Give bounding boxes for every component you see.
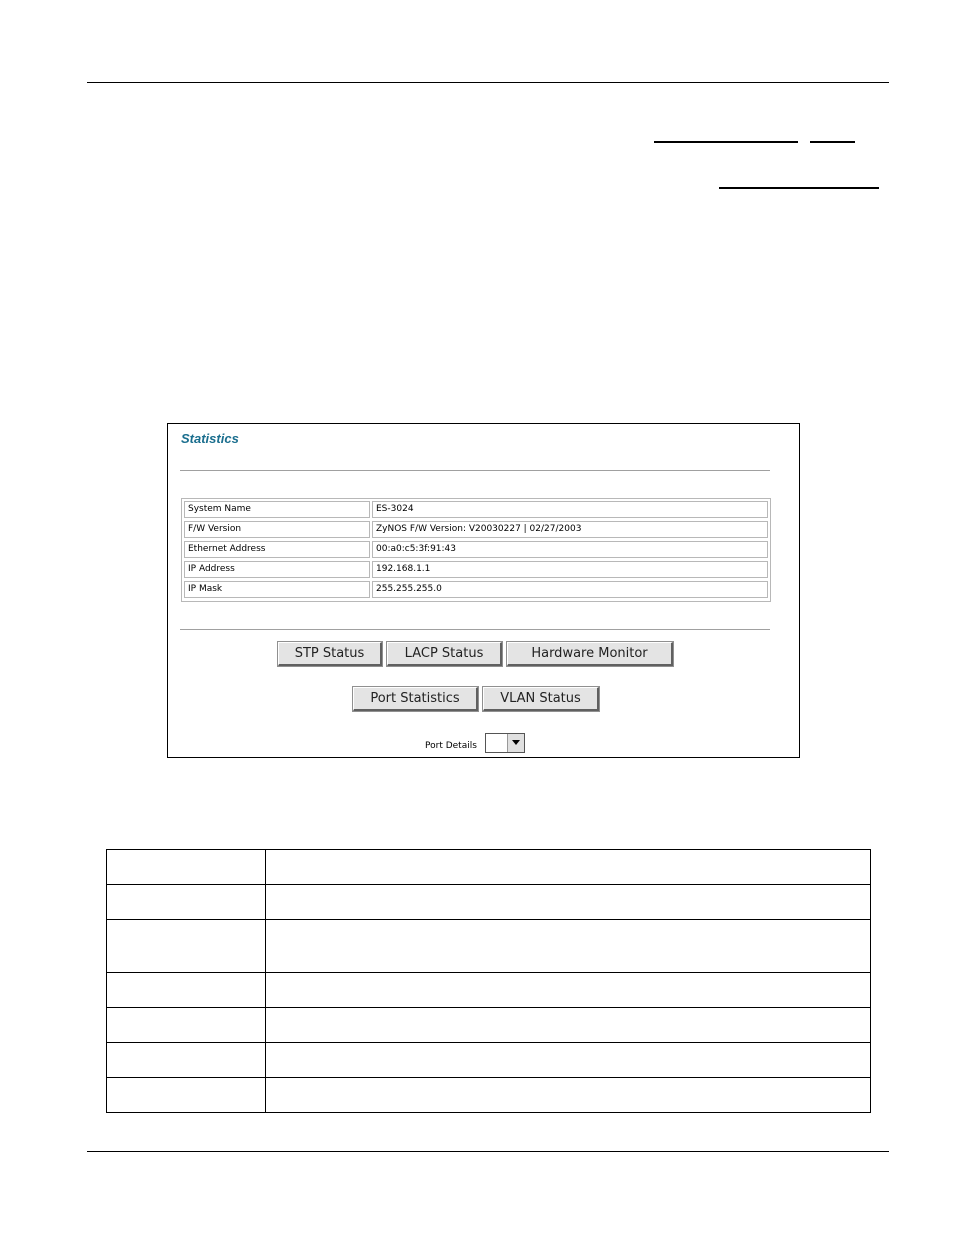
- info-label: IP Address: [184, 561, 370, 578]
- info-label: Ethernet Address: [184, 541, 370, 558]
- system-info-table: [181, 498, 771, 602]
- info-value: 192.168.1.1: [372, 561, 768, 578]
- port-statistics-button[interactable]: Port Statistics: [353, 687, 478, 711]
- info-row-fw-version: [184, 521, 768, 538]
- info-value: ES-3024: [372, 501, 768, 518]
- header-underline-1: [654, 141, 798, 143]
- statistics-figure: [167, 423, 800, 758]
- chevron-down-icon: [512, 740, 520, 745]
- field-description-table: [106, 849, 871, 1113]
- statistics-title: Statistics: [181, 431, 239, 446]
- stp-status-button[interactable]: STP Status: [278, 642, 382, 666]
- info-value: ZyNOS F/W Version: V20030227 | 02/27/2003: [372, 521, 768, 538]
- info-row-ethernet-address: [184, 541, 768, 558]
- info-row-ip-mask: [184, 581, 768, 598]
- header-underline-3: [719, 187, 879, 189]
- info-label: IP Mask: [184, 581, 370, 598]
- port-details-label: Port Details: [425, 741, 477, 751]
- table-row: [107, 1078, 871, 1113]
- buttons-divider: [180, 629, 770, 631]
- table-row: [107, 850, 871, 885]
- header-rule: [87, 82, 889, 83]
- info-row-system-name: [184, 501, 768, 518]
- table-row: [107, 1008, 871, 1043]
- info-value: 00:a0:c5:3f:91:43: [372, 541, 768, 558]
- port-details-select[interactable]: [485, 733, 525, 753]
- info-label: System Name: [184, 501, 370, 518]
- footer-rule: [87, 1151, 889, 1152]
- header-underline-2: [810, 141, 855, 143]
- table-row: [107, 920, 871, 973]
- info-label: F/W Version: [184, 521, 370, 538]
- lacp-status-button[interactable]: LACP Status: [387, 642, 502, 666]
- table-row: [107, 1043, 871, 1078]
- dropdown-button[interactable]: [507, 734, 524, 752]
- table-row: [107, 885, 871, 920]
- vlan-status-button[interactable]: VLAN Status: [483, 687, 599, 711]
- info-value: 255.255.255.0: [372, 581, 768, 598]
- table-row: [107, 973, 871, 1008]
- title-divider: [180, 470, 770, 472]
- info-row-ip-address: [184, 561, 768, 578]
- hardware-monitor-button[interactable]: Hardware Monitor: [507, 642, 673, 666]
